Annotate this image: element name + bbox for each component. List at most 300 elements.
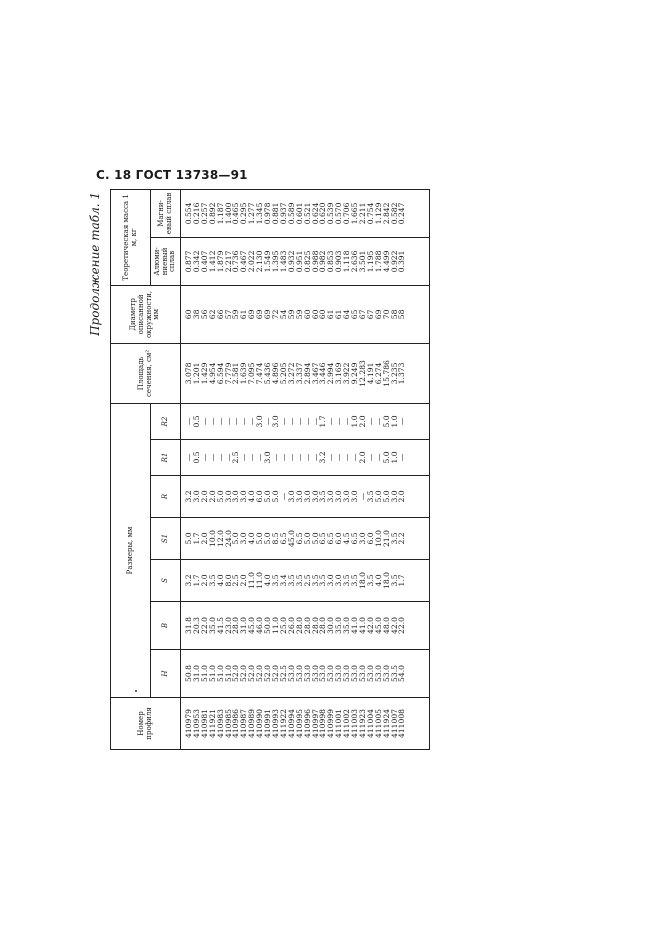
cell-id: 410995 <box>294 709 304 738</box>
cell-r2: — <box>239 417 249 426</box>
cell-area: 1.373 <box>397 362 407 385</box>
cell-s: 18.0 <box>357 572 367 589</box>
cell-area: 5.205 <box>278 362 288 385</box>
cell-al: 0.825 <box>302 250 312 273</box>
cell-r: 3.0 <box>294 490 304 503</box>
cell-b: 42.0 <box>365 617 375 634</box>
cell-al: 1.412 <box>207 250 217 273</box>
cell-r1: — <box>365 453 375 462</box>
cell-id: 410990 <box>255 709 265 738</box>
cell-d: 61 <box>326 309 336 320</box>
cell-s: 3.5 <box>270 574 280 587</box>
cell-r1: — <box>199 453 209 462</box>
cell-h: 51.0 <box>215 665 225 682</box>
cell-r1: 3.2 <box>318 451 328 464</box>
cell-s1: 3.5 <box>389 532 399 545</box>
cell-r: 3.0 <box>389 490 399 503</box>
cell-s1: 5.0 <box>231 532 241 545</box>
cell-b: 22.0 <box>199 617 209 634</box>
cell-r1: — <box>278 453 288 462</box>
cell-s1: 2.0 <box>199 532 209 545</box>
cell-d: 69 <box>255 309 265 320</box>
cell-d: 67 <box>357 309 367 320</box>
cell-b: 20.3 <box>191 617 201 634</box>
cell-r1: — <box>207 453 217 462</box>
cell-s: 3.2 <box>184 574 193 587</box>
cell-s1: 8.5 <box>270 532 280 545</box>
cell-id: 410979 <box>184 709 193 738</box>
col-header-s1: S1 <box>151 518 181 560</box>
cell-r2: — <box>199 417 209 426</box>
cell-d: 72 <box>270 309 280 320</box>
cell-r: 5.0 <box>381 490 391 503</box>
cell-mg: 1.345 <box>255 202 265 225</box>
cell-r1: 3.0 <box>263 451 273 464</box>
cell-s1: 6.5 <box>294 532 304 545</box>
cell-id: 411007 <box>389 709 399 738</box>
cell-r2: — <box>397 417 407 426</box>
cell-r1: 2.5 <box>231 451 241 464</box>
cell-r2: — <box>184 417 193 426</box>
cell-mg: 0.554 <box>184 202 193 225</box>
cell-al: 4.499 <box>381 250 391 273</box>
cell-r: 3.0 <box>334 490 344 503</box>
cell-id: 410996 <box>302 709 312 738</box>
cell-b: 22.0 <box>397 617 407 634</box>
cell-s1: 1.7 <box>191 532 201 545</box>
cell-area: 7.095 <box>247 362 257 385</box>
cell-al: 0.951 <box>294 250 304 273</box>
cell-s1: 24.0 <box>223 530 233 547</box>
cell-area: 6.274 <box>373 362 383 385</box>
cell-area: 3.078 <box>184 362 193 385</box>
cell-r: 3.5 <box>318 490 328 503</box>
cell-b: 28.0 <box>294 617 304 634</box>
cell-d: 56 <box>199 309 209 320</box>
cell-id: 411003 <box>350 709 360 738</box>
cell-id: 410998 <box>318 709 328 738</box>
cell-d: 59 <box>294 309 304 320</box>
cell-b: 31.8 <box>184 617 193 634</box>
cell-al: 0.903 <box>334 250 344 273</box>
cell-d: 38 <box>191 309 201 320</box>
cell-s1: 5.0 <box>184 532 193 545</box>
cell-id: 410991 <box>263 709 273 738</box>
cell-r2: — <box>326 417 336 426</box>
cell-s1: 3.0 <box>239 532 249 545</box>
cell-r1: — <box>373 453 383 462</box>
cell-r2: — <box>286 417 296 426</box>
cell-d: 65 <box>350 309 360 320</box>
cell-b: 35.0 <box>334 617 344 634</box>
cell-id: 411004 <box>365 709 375 738</box>
cell-r1: — <box>223 453 233 462</box>
cell-r2: — <box>207 417 217 426</box>
cell-mg: 0.570 <box>334 202 344 225</box>
cell-id: 410999 <box>326 709 336 738</box>
cell-r1: — <box>215 453 225 462</box>
cell-r2: 0.5 <box>191 415 201 428</box>
cell-area: 4.896 <box>270 362 280 385</box>
cell-b: 31.0 <box>239 617 249 634</box>
cell-r: 3.0 <box>191 490 201 503</box>
col-header-area: Площадь сечения, см² <box>111 343 181 403</box>
cell-s: 4.0 <box>215 574 225 587</box>
cell-r1: — <box>310 453 320 462</box>
cell-r1: — <box>302 453 312 462</box>
cell-b: 28.0 <box>310 617 320 634</box>
cell-r2: — <box>373 417 383 426</box>
cell-s: 3.4 <box>278 574 288 587</box>
cell-s1: 5.0 <box>302 532 312 545</box>
cell-mg: 0.257 <box>199 202 209 225</box>
cell-s1: 5.0 <box>263 532 273 545</box>
cell-r2: 1.0 <box>389 415 399 428</box>
cell-mg: 2.842 <box>381 202 391 225</box>
cell-s1: 45.0 <box>286 530 296 547</box>
cell-h: 53.0 <box>342 665 352 682</box>
cell-d: 61 <box>239 309 249 320</box>
cell-r1: 2.0 <box>357 451 367 464</box>
cell-area: 2.894 <box>302 362 312 385</box>
cell-r: 3.5 <box>365 490 375 503</box>
column-mg-mass <box>181 189 430 237</box>
cell-s1: 4.0 <box>247 532 257 545</box>
col-header-mg-alloy: Магни-евый сплав <box>151 189 181 237</box>
cell-h: 31.0 <box>191 665 201 682</box>
col-header-al-alloy: Алюми-ниевый сплав <box>151 237 181 285</box>
cell-s: 3.5 <box>350 574 360 587</box>
cell-area: 3.467 <box>310 362 320 385</box>
cell-d: 59 <box>231 309 241 320</box>
cell-b: 25.0 <box>278 617 288 634</box>
cell-area: 3.922 <box>342 362 352 385</box>
cell-area: 2.994 <box>326 362 336 385</box>
cell-s: 1.7 <box>397 574 407 587</box>
cell-al: 1.483 <box>278 250 288 273</box>
col-header-diameter: Диаметр описанной окружности, мм <box>111 285 181 343</box>
cell-mg: 0.706 <box>342 202 352 225</box>
cell-id: 410985 <box>223 709 233 738</box>
cell-al: 0.407 <box>199 250 209 273</box>
cell-al: 0.342 <box>191 250 201 273</box>
cell-h: 53.5 <box>389 665 399 682</box>
cell-d: 60 <box>184 309 193 320</box>
cell-s: 4.0 <box>263 574 273 587</box>
cell-s1: 10.0 <box>207 530 217 547</box>
cell-s1: 10.0 <box>373 530 383 547</box>
cell-r: 3.0 <box>350 490 360 503</box>
cell-r: 6.0 <box>255 490 265 503</box>
cell-al: 0.853 <box>326 250 336 273</box>
cell-b: 48.0 <box>381 617 391 634</box>
cell-r1: — <box>397 453 407 462</box>
cell-r1: — <box>184 453 193 462</box>
cell-h: 53.0 <box>381 665 391 682</box>
cell-al: 0.736 <box>231 250 241 273</box>
cell-area: 12.283 <box>357 360 367 387</box>
cell-b: 28.0 <box>302 617 312 634</box>
cell-al: 2.130 <box>255 250 265 273</box>
cell-r2: 2.0 <box>357 415 367 428</box>
col-header-r2: R2 <box>151 403 181 439</box>
cell-id: 410994 <box>286 709 296 738</box>
cell-r1: — <box>239 453 249 462</box>
cell-b: 41.0 <box>350 617 360 634</box>
cell-s: 2.5 <box>231 574 241 587</box>
cell-al: 0.922 <box>389 250 399 273</box>
cell-s: 4.0 <box>373 574 383 587</box>
cell-s1: 3.0 <box>357 532 367 545</box>
cell-id: 410981 <box>199 709 209 738</box>
cell-s: 3.5 <box>389 574 399 587</box>
cell-id: 410989 <box>247 709 257 738</box>
cell-mg: 0.465 <box>231 202 241 225</box>
cell-mg: 2.211 <box>357 202 367 225</box>
cell-d: 59 <box>286 309 296 320</box>
cell-s1: 6.5 <box>278 532 288 545</box>
cell-r2: — <box>342 417 352 426</box>
cell-area: 1.429 <box>199 362 209 385</box>
cell-s: 3.5 <box>365 574 375 587</box>
cell-h: 52.0 <box>239 665 249 682</box>
cell-s1: 21.0 <box>381 530 391 547</box>
cell-r: 2.0 <box>199 490 209 503</box>
cell-b: 28.0 <box>318 617 328 634</box>
continuation-label: Продолжение табл. 1 <box>88 192 102 336</box>
cell-h: 50.8 <box>184 665 193 682</box>
cell-d: 57 <box>223 309 233 320</box>
cell-id: 410986 <box>231 709 241 738</box>
cell-h: 53.0 <box>357 665 367 682</box>
cell-id: 411002 <box>342 709 352 738</box>
cell-id: 411923 <box>357 709 367 738</box>
col-header-r1: R1 <box>151 440 181 476</box>
rotated-table-block <box>88 190 430 750</box>
col-header-dims-group: Размеры, мм <box>111 403 151 697</box>
cell-r1: — <box>326 453 336 462</box>
cell-r: 3.0 <box>326 490 336 503</box>
cell-r2: — <box>223 417 233 426</box>
cell-r2: — <box>302 417 312 426</box>
cell-r2: — <box>215 417 225 426</box>
cell-al: 0.988 <box>310 250 320 273</box>
column-r <box>181 476 430 518</box>
cell-r: 5.0 <box>373 490 383 503</box>
cell-id: 410953 <box>191 709 201 738</box>
cell-r: 3.0 <box>231 490 241 503</box>
cell-r: 5.0 <box>270 490 280 503</box>
cell-s1: 6.0 <box>334 532 344 545</box>
cell-h: 53.0 <box>350 665 360 682</box>
cell-id: 411922 <box>278 709 288 738</box>
cell-d: 61 <box>334 309 344 320</box>
cell-r1: — <box>294 453 304 462</box>
cell-id: 410993 <box>270 709 280 738</box>
cell-al: 0.982 <box>318 250 328 273</box>
cell-d: 69 <box>373 309 383 320</box>
cell-s1: 5.0 <box>310 532 320 545</box>
cell-s: 1.7 <box>191 574 201 587</box>
cell-d: 60 <box>302 309 312 320</box>
cell-s: 18.0 <box>381 572 391 589</box>
cell-r2: — <box>294 417 304 426</box>
cell-mg: 1.665 <box>350 202 360 225</box>
column-diameter <box>181 285 430 343</box>
cell-r2: — <box>365 417 375 426</box>
cell-al: 3.501 <box>357 250 367 273</box>
cell-mg: 0.620 <box>318 202 328 225</box>
cell-id: 411008 <box>397 709 407 738</box>
cell-h: 51.0 <box>199 665 209 682</box>
cell-r1: — <box>286 453 296 462</box>
cell-s: 3.5 <box>342 574 352 587</box>
cell-al: 1.549 <box>263 250 273 273</box>
page-header: С. 18 ГОСТ 13738—91 <box>96 168 248 182</box>
cell-mg: 1.400 <box>223 202 233 225</box>
cell-b: 45.0 <box>247 617 257 634</box>
cell-id: 410983 <box>215 709 225 738</box>
cell-al: 0.932 <box>286 250 296 273</box>
cell-s1: 6.0 <box>365 532 375 545</box>
cell-area: 5.436 <box>263 362 273 385</box>
cell-al: 0.391 <box>397 250 407 273</box>
col-header-r: R <box>151 476 181 518</box>
cell-area: 2.581 <box>231 362 241 385</box>
cell-s: 2.5 <box>302 574 312 587</box>
cell-al: 2.636 <box>350 250 360 273</box>
cell-r2: — <box>334 417 344 426</box>
cell-b: 50.0 <box>263 617 273 634</box>
cell-id: 411005 <box>373 709 383 738</box>
cell-al: 1.879 <box>215 250 225 273</box>
cell-s: 2.0 <box>199 574 209 587</box>
cell-r2: 1.0 <box>350 415 360 428</box>
cell-b: 41.0 <box>357 617 367 634</box>
cell-mg: 0.881 <box>270 202 280 225</box>
cell-h: 53.0 <box>318 665 328 682</box>
cell-r: — <box>278 492 288 501</box>
cell-r1: — <box>334 453 344 462</box>
cell-s: 3.5 <box>207 574 217 587</box>
cell-h: 53.0 <box>365 665 375 682</box>
cell-r: 4.0 <box>247 490 257 503</box>
cell-r2: — <box>231 417 241 426</box>
cell-h: 53.0 <box>326 665 336 682</box>
cell-r: — <box>357 492 367 501</box>
cell-s: 3.5 <box>294 574 304 587</box>
cell-h: 51.0 <box>207 665 217 682</box>
cell-mg: 0.521 <box>302 202 312 225</box>
cell-al: 1.788 <box>373 250 383 273</box>
cell-mg: 1.129 <box>373 202 383 225</box>
cell-s1: 6.5 <box>318 532 328 545</box>
cell-al: 1.395 <box>270 250 280 273</box>
cell-s: 3.0 <box>334 574 344 587</box>
cell-r1: — <box>255 453 265 462</box>
cell-r: 3.0 <box>223 490 233 503</box>
column-profile-no <box>181 698 430 750</box>
cell-s: 3.5 <box>286 574 296 587</box>
cell-area: 3.337 <box>294 362 304 385</box>
cell-area: 3.272 <box>286 362 296 385</box>
cell-id: 410997 <box>310 709 320 738</box>
cell-s1: 6.5 <box>326 532 336 545</box>
column-r1 <box>181 440 430 476</box>
cell-h: 51.0 <box>223 665 233 682</box>
cell-s: 3.5 <box>318 574 328 587</box>
cell-b: 23.0 <box>223 617 233 634</box>
cell-s1: 6.5 <box>350 532 360 545</box>
cell-r2: 3.0 <box>270 415 280 428</box>
cell-area: 6.594 <box>215 362 225 385</box>
cell-b: 28.0 <box>231 617 241 634</box>
cell-area: 1.201 <box>191 362 201 385</box>
cell-r2: 3.0 <box>255 415 265 428</box>
cell-h: 53.0 <box>302 665 312 682</box>
cell-mg: 1.277 <box>247 202 257 225</box>
cell-b: 46.0 <box>255 617 265 634</box>
cell-mg: 0.937 <box>278 202 288 225</box>
cell-mg: 1.187 <box>215 202 225 225</box>
cell-r1: — <box>342 453 352 462</box>
cell-al: 0.467 <box>239 250 249 273</box>
cell-b: 26.0 <box>286 617 296 634</box>
cell-b: 42.0 <box>389 617 399 634</box>
cell-mg: 0.247 <box>397 202 407 225</box>
cell-r: 5.0 <box>263 490 273 503</box>
cell-area: 7.474 <box>255 362 265 385</box>
cell-mg: 0.601 <box>294 202 304 225</box>
cell-d: 60 <box>318 309 328 320</box>
cell-s: 8.0 <box>223 574 233 587</box>
cell-mg: 0.539 <box>326 202 336 225</box>
column-r2 <box>181 403 430 439</box>
cell-d: 58 <box>397 309 407 320</box>
cell-area: 1.639 <box>239 362 249 385</box>
cell-al: 0.877 <box>184 250 193 273</box>
cell-area: 7.779 <box>223 362 233 385</box>
cell-r2: — <box>247 417 257 426</box>
cell-mg: 0.589 <box>286 202 296 225</box>
cell-s1: 2.2 <box>397 532 407 545</box>
cell-h: 54.0 <box>397 665 407 682</box>
cell-area: 3.235 <box>389 362 399 385</box>
cell-d: 60 <box>310 309 320 320</box>
col-header-profile-no: Номер профиля <box>111 698 181 750</box>
col-header-h: H <box>151 650 181 698</box>
cell-d: 64 <box>342 309 352 320</box>
column-al-mass <box>181 237 430 285</box>
cell-h: 53.0 <box>334 665 344 682</box>
cell-mg: 0.754 <box>365 202 375 225</box>
cell-s1: 5.0 <box>255 532 265 545</box>
cell-r2: — <box>263 417 273 426</box>
cell-r: 2.0 <box>397 490 407 503</box>
cell-id: 411001 <box>334 709 344 738</box>
cell-h: 52.0 <box>247 665 257 682</box>
cell-b: 35.0 <box>342 617 352 634</box>
cell-area: 4.191 <box>365 362 375 385</box>
cell-h: 53.0 <box>373 665 383 682</box>
column-h <box>181 650 430 698</box>
col-header-mass-group: Теоретическая масса 1 м, кг <box>111 189 151 285</box>
cell-d: 54 <box>278 309 288 320</box>
cell-r: 5.0 <box>215 490 225 503</box>
cell-b: 35.0 <box>207 617 217 634</box>
cell-r: 3.0 <box>310 490 320 503</box>
cell-r2: — <box>278 417 288 426</box>
